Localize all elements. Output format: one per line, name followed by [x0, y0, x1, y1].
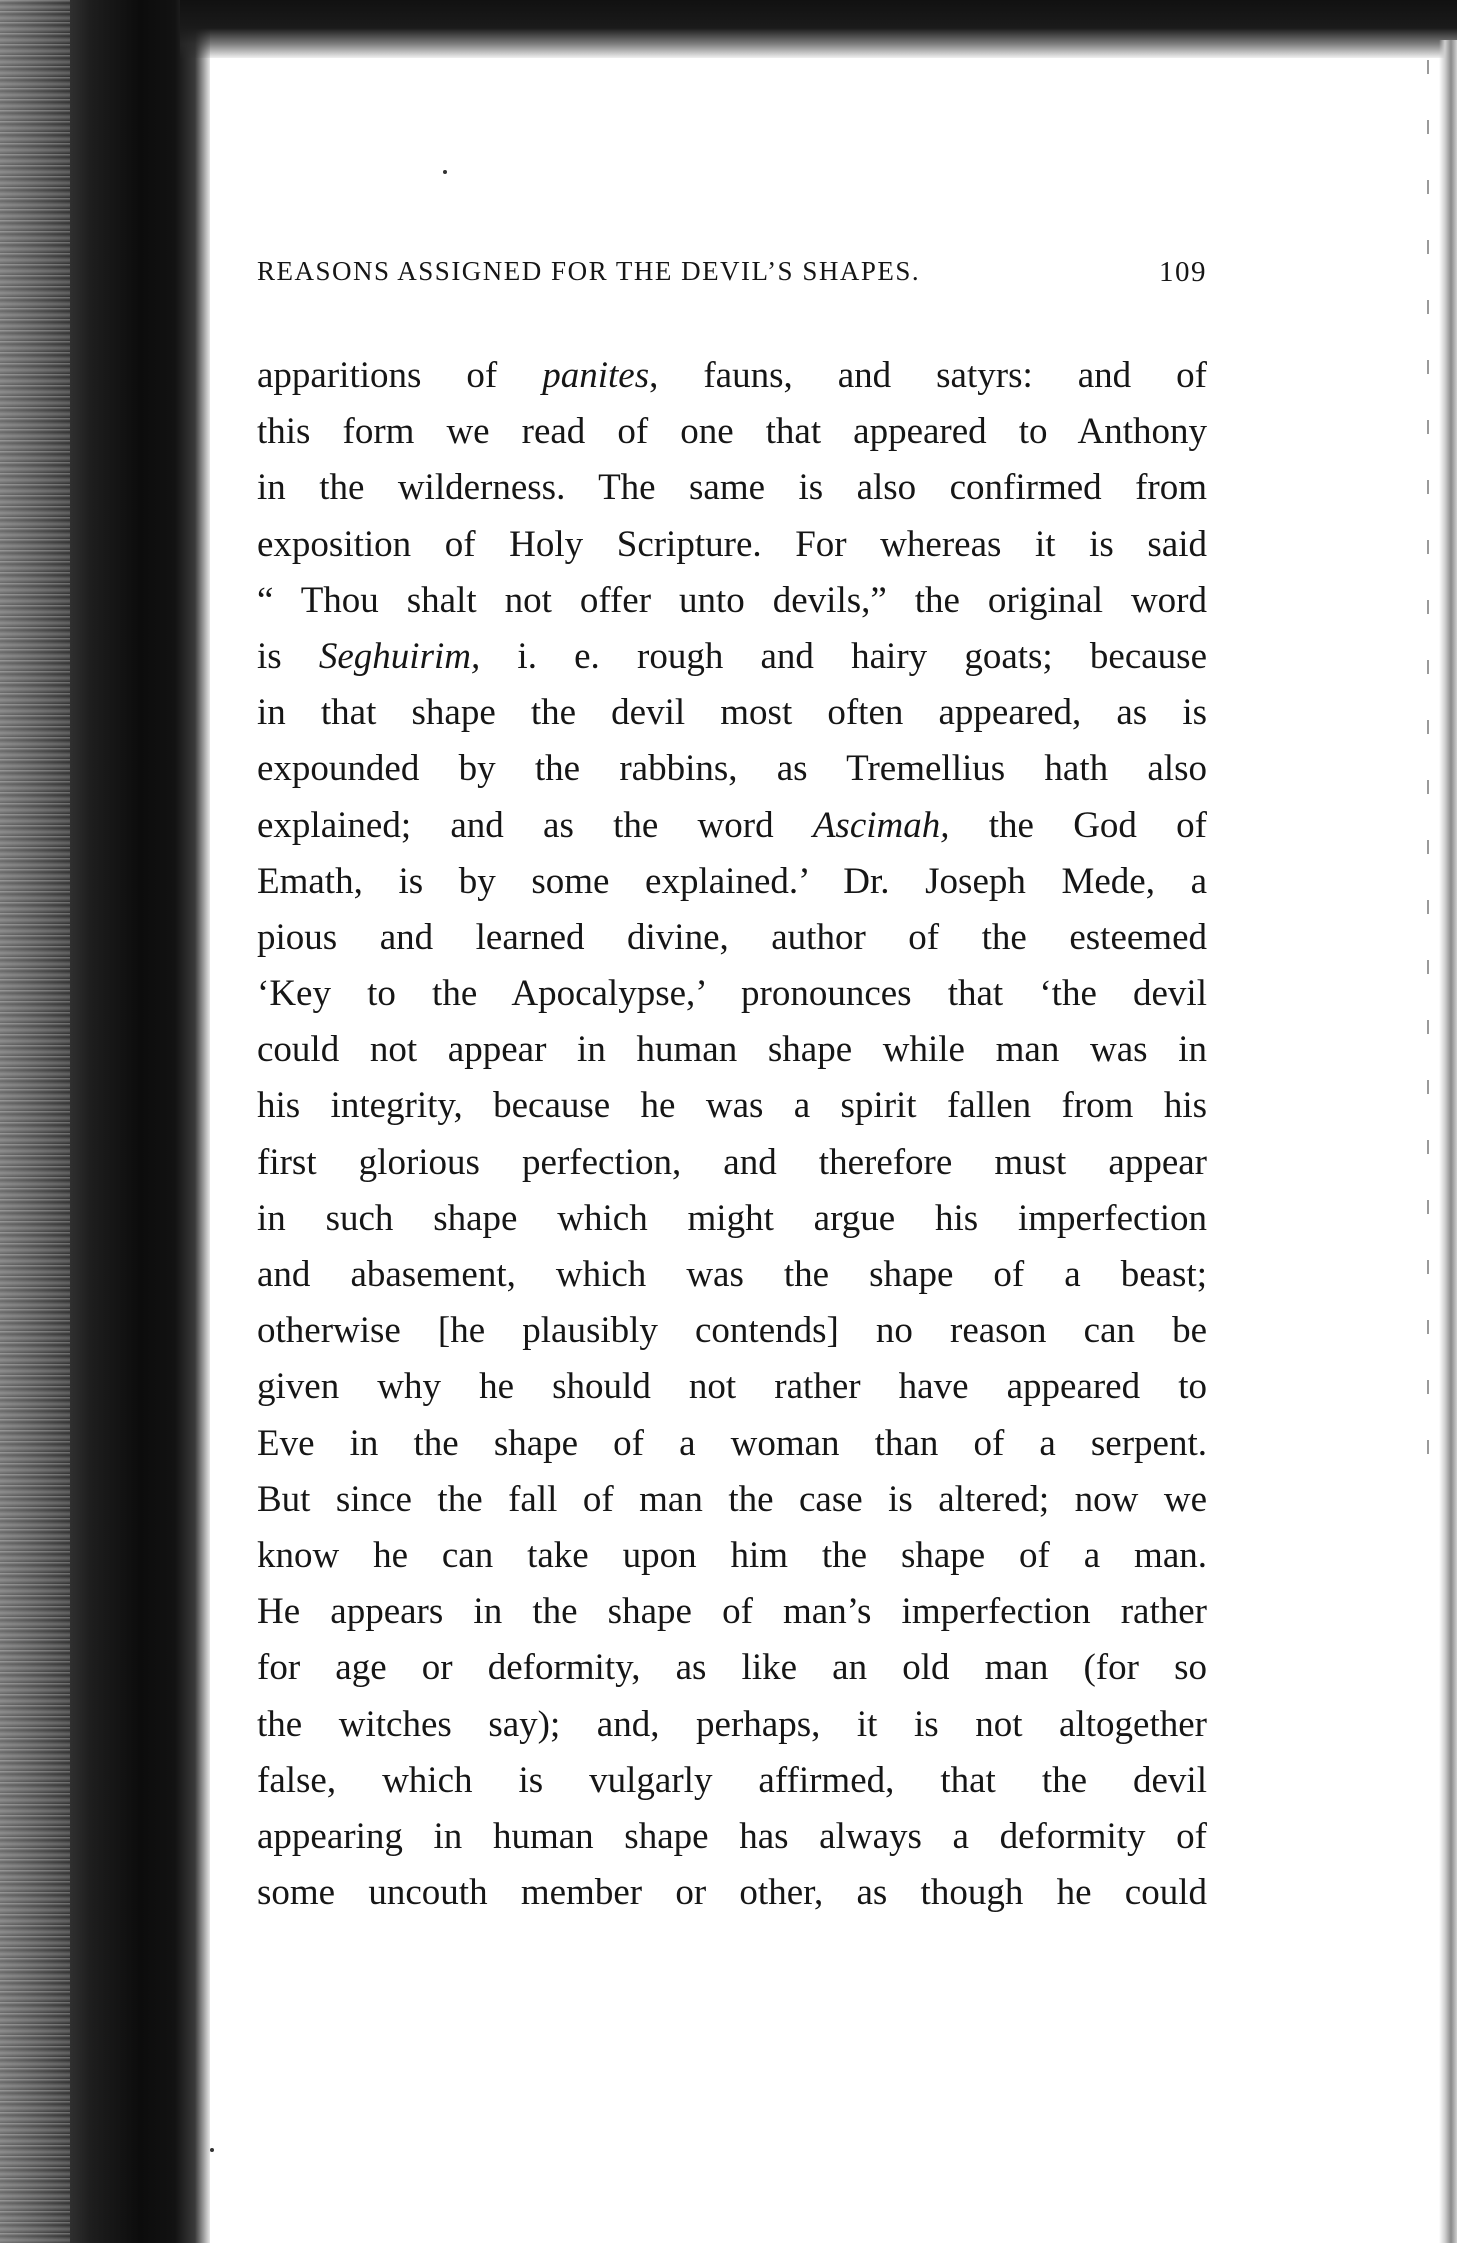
running-head-title: REASONS ASSIGNED FOR THE DEVIL’S SHAPES. — [257, 256, 921, 286]
right-edge-stitch-marks — [1427, 60, 1429, 1460]
text-line: for age or deformity, as like an old man (for so — [257, 1647, 1207, 1689]
text-line: in the wilderness. The same is also confirmed from — [257, 467, 1207, 509]
body-text — [257, 348, 1207, 1921]
text-line: could not appear in human shape while man was in — [257, 1029, 1207, 1071]
text-line: and abasement, which was the shape of a beast; — [257, 1254, 1207, 1295]
stray-ink-dot — [210, 2148, 214, 2152]
text-line: Eve in the shape of a woman than of a serpent. — [257, 1422, 1207, 1464]
text-line: know he can take upon him the shape of a man. — [257, 1534, 1207, 1576]
text-line: exposition of Holy Scripture. For whereas it is said — [257, 523, 1207, 565]
text-line: Emath, is by some explained.’ Dr. Joseph Mede, a — [257, 860, 1207, 902]
text-line: some uncouth member or other, as though he could — [257, 1872, 1207, 1914]
text-line: But since the fall of man the case is altered; now we — [257, 1478, 1207, 1520]
text-line: given why he should not rather have appeared to — [257, 1366, 1207, 1408]
text-line: apparitions of panites, fauns, and satyrs: and of — [257, 355, 1207, 396]
top-page-edge-shadow — [180, 0, 1457, 58]
text-line: first glorious perfection, and therefore must appear — [257, 1141, 1207, 1183]
text-line: the witches say); and, perhaps, it is not altogether — [257, 1703, 1207, 1745]
running-head — [257, 256, 1207, 296]
text-line: this form we read of one that appeared to Anthony — [257, 411, 1207, 453]
text-line: He appears in the shape of man’s imperfection rather — [257, 1591, 1207, 1633]
text-line: “ Thou shalt not offer unto devils,” the original word — [257, 579, 1207, 621]
right-page-edge — [1439, 40, 1457, 2243]
text-line: explained; and as the word Ascimah, the God of — [257, 804, 1207, 846]
text-line: is Seghuirim, i. e. rough and hairy goats; because — [257, 635, 1207, 677]
page-number: 109 — [1159, 256, 1207, 288]
text-line: in that shape the devil most often appeared, as is — [257, 692, 1207, 734]
text-line: false, which is vulgarly affirmed, that the devil — [257, 1759, 1207, 1801]
binding-gutter-texture — [0, 0, 70, 2243]
text-line: otherwise [he plausibly contends] no reason can be — [257, 1310, 1207, 1352]
stray-ink-dot — [443, 170, 447, 174]
text-line: ‘Key to the Apocalypse,’ pronounces that ‘the devil — [257, 973, 1207, 1015]
text-line: appearing in human shape has always a deformity of — [257, 1815, 1207, 1857]
text-line: in such shape which might argue his imperfection — [257, 1197, 1207, 1239]
text-line: his integrity, because he was a spirit fallen from his — [257, 1085, 1207, 1127]
text-line: pious and learned divine, author of the esteemed — [257, 916, 1207, 958]
text-line: expounded by the rabbins, as Tremellius hath also — [257, 748, 1207, 790]
